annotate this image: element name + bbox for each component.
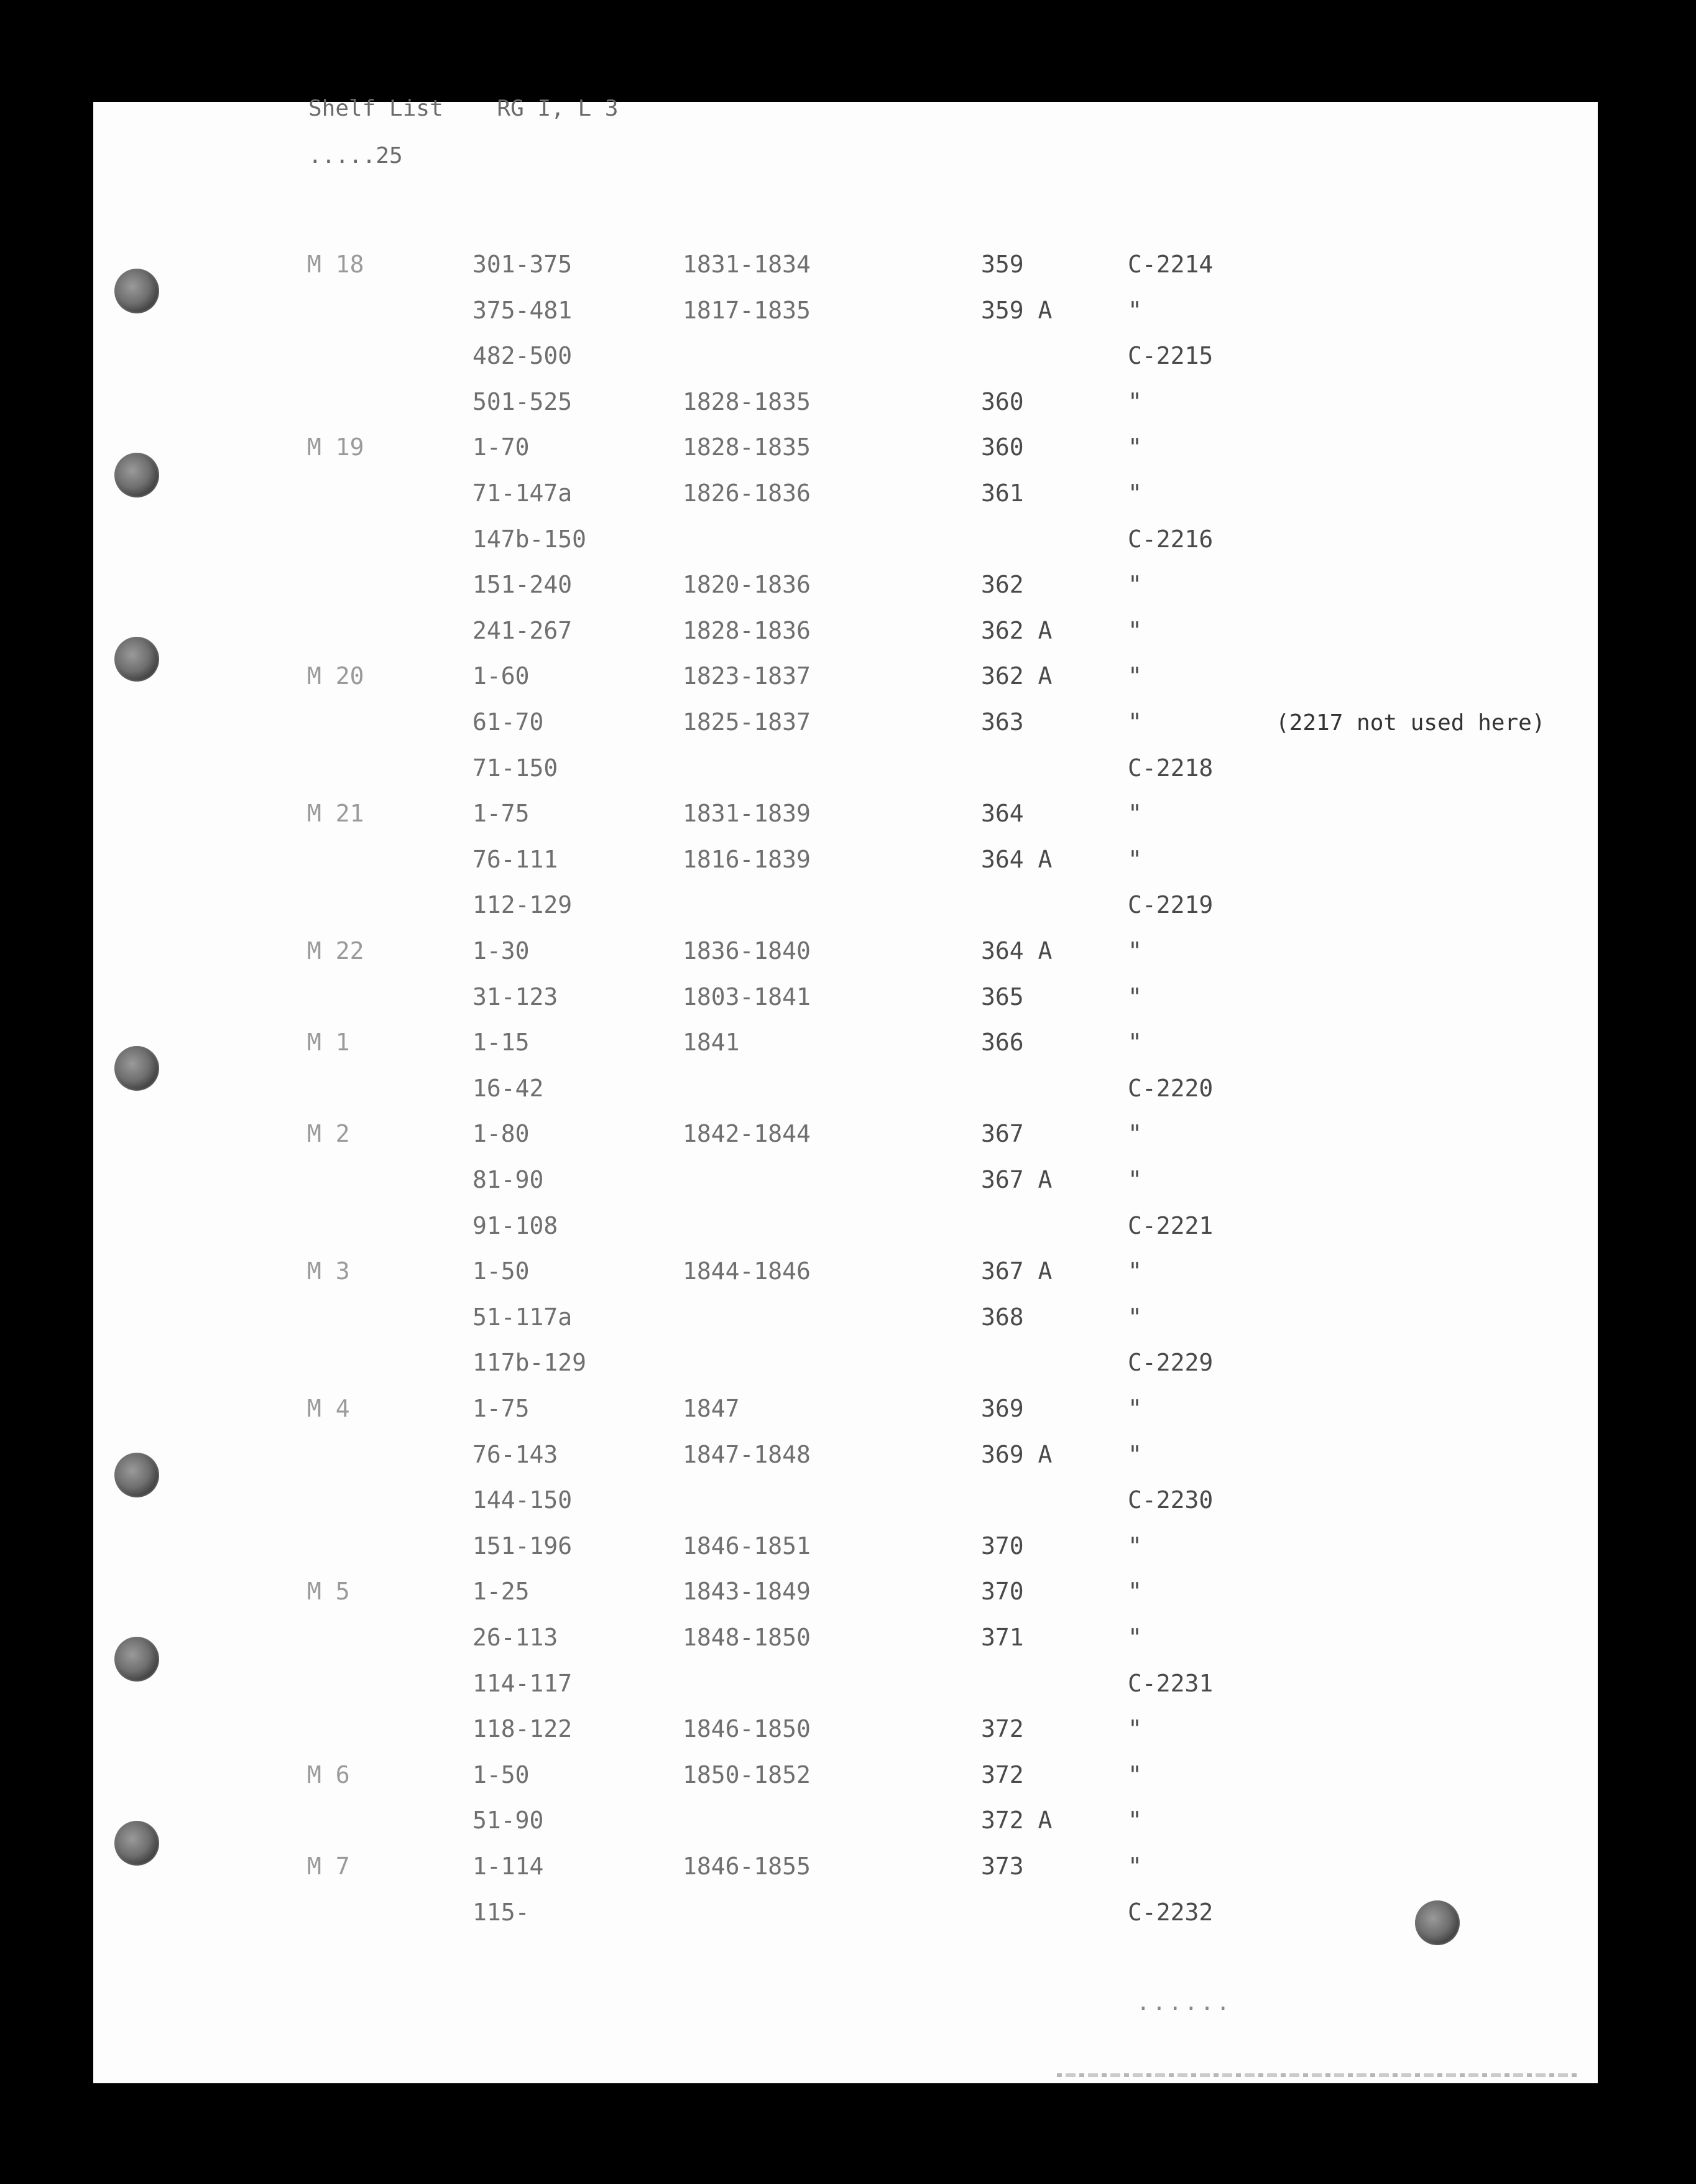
table-row (0, 1660, 1696, 1706)
roll-number-cell: 372 (981, 1715, 1024, 1742)
code-cell: " (1128, 1578, 1142, 1605)
roll-number-cell: 373 (981, 1853, 1024, 1880)
year-range-cell: 1846-1850 (683, 1715, 811, 1742)
year-range-cell: 1828-1836 (683, 617, 811, 644)
page-range-cell: 151-196 (472, 1532, 573, 1560)
page-range-cell: 51-117a (472, 1303, 573, 1331)
page-range-cell: 76-111 (472, 846, 558, 873)
page-range-cell: 71-147a (472, 479, 573, 507)
page-range-cell: 482-500 (472, 342, 573, 369)
shelf-list-title: Shelf List RG I, L 3 (308, 96, 619, 121)
page-range-cell: 1-50 (472, 1761, 530, 1788)
table-row (0, 1523, 1696, 1569)
year-range-cell: 1803-1841 (683, 983, 811, 1011)
table-row (0, 379, 1696, 425)
roll-number-cell: 364 A (981, 937, 1053, 965)
code-cell: " (1128, 800, 1142, 827)
code-cell: " (1128, 1807, 1142, 1834)
table-row (0, 1568, 1696, 1614)
year-range-cell: 1846-1855 (683, 1853, 811, 1880)
volume-cell: M 6 (307, 1761, 350, 1788)
page-range-cell: 26-113 (472, 1624, 558, 1651)
roll-number-cell: 367 (981, 1120, 1024, 1147)
page-range-cell: 147b-150 (472, 525, 587, 553)
table-row (0, 1706, 1696, 1752)
table-row (0, 836, 1696, 882)
table-row (0, 562, 1696, 608)
code-cell: C-2218 (1128, 754, 1214, 782)
table-row (0, 287, 1696, 333)
table-row (0, 516, 1696, 562)
table-row (0, 882, 1696, 928)
code-cell: C-2229 (1128, 1349, 1214, 1376)
code-cell: " (1128, 662, 1142, 690)
roll-number-cell: 364 (981, 800, 1024, 827)
code-cell: " (1128, 617, 1142, 644)
page-range-cell: 144-150 (472, 1486, 573, 1514)
year-range-cell: 1847 (683, 1395, 740, 1422)
table-row (0, 974, 1696, 1020)
code-cell: " (1128, 388, 1142, 415)
code-cell: C-2219 (1128, 891, 1214, 918)
table-row (0, 1386, 1696, 1432)
roll-number-cell: 362 A (981, 617, 1053, 644)
year-range-cell: 1826-1836 (683, 479, 811, 507)
volume-cell: M 5 (307, 1578, 350, 1605)
code-cell: " (1128, 1257, 1142, 1285)
code-cell: " (1128, 1395, 1142, 1422)
year-range-cell: 1843-1849 (683, 1578, 811, 1605)
page-range-cell: 1-114 (472, 1853, 544, 1880)
page-range-cell: 16-42 (472, 1075, 544, 1102)
year-range-cell: 1831-1839 (683, 800, 811, 827)
page-range-cell: 81-90 (472, 1166, 544, 1193)
roll-number-cell: 360 (981, 388, 1024, 415)
roll-number-cell: 359 (981, 251, 1024, 278)
table-row (0, 790, 1696, 836)
code-cell: " (1128, 1166, 1142, 1193)
roll-number-cell: 365 (981, 983, 1024, 1011)
code-cell: " (1128, 571, 1142, 598)
code-cell: " (1128, 1853, 1142, 1880)
volume-cell: M 2 (307, 1120, 350, 1147)
roll-number-cell: 370 (981, 1578, 1024, 1605)
table-row (0, 608, 1696, 654)
roll-number-cell: 372 (981, 1761, 1024, 1788)
table-row (0, 1157, 1696, 1203)
table-row (0, 1019, 1696, 1065)
volume-cell: M 18 (307, 251, 364, 278)
page-range-cell: 91-108 (472, 1212, 558, 1239)
roll-number-cell: 371 (981, 1624, 1024, 1651)
roll-number-cell: 360 (981, 433, 1024, 461)
page-range-cell: 115- (472, 1899, 530, 1926)
year-range-cell: 1825-1837 (683, 708, 811, 736)
page-range-cell: 114-117 (472, 1670, 573, 1697)
page-range-cell: 76-143 (472, 1441, 558, 1468)
code-cell: " (1128, 1303, 1142, 1331)
roll-number-cell: 361 (981, 479, 1024, 507)
volume-cell: M 22 (307, 937, 364, 965)
table-row (0, 1797, 1696, 1843)
page-range-cell: 1-50 (472, 1257, 530, 1285)
table-row (0, 333, 1696, 379)
volume-cell: M 20 (307, 662, 364, 690)
year-range-cell: 1846-1851 (683, 1532, 811, 1560)
roll-number-cell: 364 A (981, 846, 1053, 873)
page-range-cell: 31-123 (472, 983, 558, 1011)
code-cell: " (1128, 1120, 1142, 1147)
page-range-cell: 1-70 (472, 433, 530, 461)
table-row (0, 1432, 1696, 1478)
code-cell: C-2231 (1128, 1670, 1214, 1697)
code-cell: " (1128, 708, 1142, 736)
code-cell: " (1128, 1532, 1142, 1560)
page-range-cell: 1-30 (472, 937, 530, 965)
table-row (0, 1065, 1696, 1111)
code-cell: " (1128, 983, 1142, 1011)
continuation-dots: ...... (1136, 1990, 1233, 2015)
roll-number-cell: 367 A (981, 1257, 1053, 1285)
year-range-cell: 1823-1837 (683, 662, 811, 690)
page-range-cell: 1-80 (472, 1120, 530, 1147)
volume-cell: M 3 (307, 1257, 350, 1285)
code-cell: " (1128, 1761, 1142, 1788)
code-cell: C-2230 (1128, 1486, 1214, 1514)
roll-number-cell: 366 (981, 1029, 1024, 1056)
code-cell: C-2215 (1128, 342, 1214, 369)
table-row (0, 1889, 1696, 1935)
year-range-cell: 1847-1848 (683, 1441, 811, 1468)
table-row (0, 1203, 1696, 1249)
table-row (0, 1340, 1696, 1386)
roll-number-cell: 369 (981, 1395, 1024, 1422)
roll-number-cell: 372 A (981, 1807, 1053, 1834)
code-cell: C-2214 (1128, 251, 1214, 278)
page-range-cell: 1-15 (472, 1029, 530, 1056)
year-range-cell: 1848-1850 (683, 1624, 811, 1651)
page-range-cell: 375-481 (472, 297, 573, 324)
scan-artifact (1057, 2073, 1579, 2077)
table-row (0, 1111, 1696, 1157)
page-range-cell: 61-70 (472, 708, 544, 736)
volume-cell: M 4 (307, 1395, 350, 1422)
table-row (0, 470, 1696, 516)
code-cell: " (1128, 433, 1142, 461)
volume-cell: M 21 (307, 800, 364, 827)
code-cell: " (1128, 937, 1142, 965)
table-row (0, 1614, 1696, 1660)
page-range-cell: 51-90 (472, 1807, 544, 1834)
code-cell: C-2232 (1128, 1899, 1214, 1926)
page-range-cell: 112-129 (472, 891, 573, 918)
table-row (0, 1752, 1696, 1798)
volume-cell: M 19 (307, 433, 364, 461)
page-range-cell: 301-375 (472, 251, 573, 278)
table-row (0, 653, 1696, 699)
year-range-cell: 1816-1839 (683, 846, 811, 873)
code-cell: " (1128, 1715, 1142, 1742)
year-range-cell: 1850-1852 (683, 1761, 811, 1788)
roll-number-cell: 359 A (981, 297, 1053, 324)
year-range-cell: 1817-1835 (683, 297, 811, 324)
code-cell: C-2220 (1128, 1075, 1214, 1102)
roll-number-cell: 362 A (981, 662, 1053, 690)
table-row (0, 1248, 1696, 1294)
year-range-cell: 1820-1836 (683, 571, 811, 598)
page-range-cell: 1-60 (472, 662, 530, 690)
code-cell: C-2216 (1128, 525, 1214, 553)
page-range-cell: 151-240 (472, 571, 573, 598)
year-range-cell: 1836-1840 (683, 937, 811, 965)
roll-number-cell: 367 A (981, 1166, 1053, 1193)
year-range-cell: 1841 (683, 1029, 740, 1056)
code-cell: " (1128, 846, 1142, 873)
table-row (0, 928, 1696, 974)
code-cell: " (1128, 297, 1142, 324)
year-range-cell: 1828-1835 (683, 388, 811, 415)
page-range-cell: 241-267 (472, 617, 573, 644)
year-range-cell: 1831-1834 (683, 251, 811, 278)
year-range-cell: 1842-1844 (683, 1120, 811, 1147)
table-row (0, 1477, 1696, 1523)
code-cell: " (1128, 1441, 1142, 1468)
side-note: (2217 not used here) (1276, 710, 1546, 736)
roll-number-cell: 363 (981, 708, 1024, 736)
page-range-cell: 501-525 (472, 388, 573, 415)
code-cell: " (1128, 479, 1142, 507)
page-reference: .....25 (308, 143, 403, 169)
year-range-cell: 1828-1835 (683, 433, 811, 461)
roll-number-cell: 368 (981, 1303, 1024, 1331)
page-range-cell: 71-150 (472, 754, 558, 782)
table-row (0, 241, 1696, 287)
table-row (0, 1843, 1696, 1889)
roll-number-cell: 362 (981, 571, 1024, 598)
page-range-cell: 117b-129 (472, 1349, 587, 1376)
volume-cell: M 7 (307, 1853, 350, 1880)
table-row (0, 745, 1696, 791)
table-row (0, 1294, 1696, 1340)
page-range-cell: 1-25 (472, 1578, 530, 1605)
year-range-cell: 1844-1846 (683, 1257, 811, 1285)
code-cell: " (1128, 1624, 1142, 1651)
roll-number-cell: 370 (981, 1532, 1024, 1560)
page-range-cell: 1-75 (472, 1395, 530, 1422)
roll-number-cell: 369 A (981, 1441, 1053, 1468)
code-cell: " (1128, 1029, 1142, 1056)
page-range-cell: 1-75 (472, 800, 530, 827)
code-cell: C-2221 (1128, 1212, 1214, 1239)
page-range-cell: 118-122 (472, 1715, 573, 1742)
volume-cell: M 1 (307, 1029, 350, 1056)
table-row (0, 424, 1696, 470)
